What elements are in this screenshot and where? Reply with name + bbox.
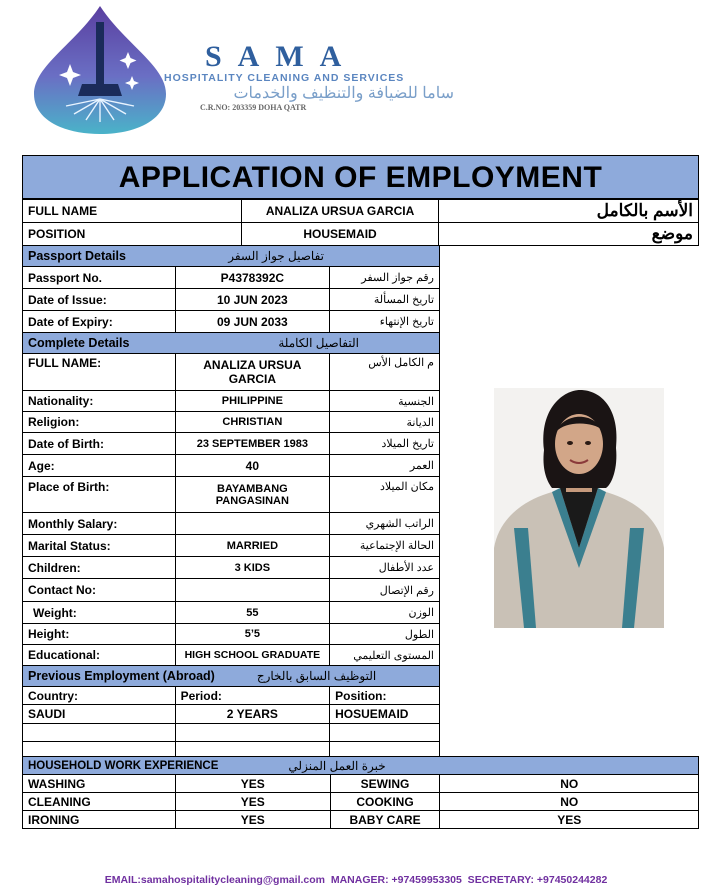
detail-row	[23, 311, 440, 333]
field-value: BAYAMBANG PANGASINAN	[175, 477, 330, 513]
field-label: Age:	[23, 455, 176, 477]
column-label: Country:	[23, 687, 176, 705]
column-label: Position:	[330, 687, 440, 705]
form-title: APPLICATION OF EMPLOYMENT	[22, 155, 699, 199]
skill-label: WASHING	[23, 775, 176, 793]
field-arabic-label: تاريخ المسألة	[330, 289, 440, 311]
detail-row	[23, 557, 440, 579]
detail-row	[23, 391, 440, 412]
field-arabic-label: الوزن	[330, 602, 440, 624]
field-label: Marital Status:	[23, 535, 176, 557]
details-table	[22, 245, 440, 761]
detail-row	[23, 535, 440, 557]
skill-label: SEWING	[330, 775, 440, 793]
field-value: PHILIPPINE	[175, 391, 330, 412]
contact-footer: EMAIL:samahospitalitycleaning@gmail.com MANAGER: +97459953305 SECRETARY: +97450244282	[104, 874, 608, 886]
employment-position: HOSUEMAID	[330, 705, 440, 724]
household-row	[23, 811, 699, 829]
complete-details-header	[23, 333, 440, 354]
field-value: HIGH SCHOOL GRADUATE	[175, 645, 330, 666]
household-table	[22, 756, 699, 829]
section-title: Previous Employment (Abroad)	[28, 669, 215, 683]
employment-position	[330, 724, 440, 742]
skill-value: YES	[175, 811, 330, 829]
detail-row	[23, 289, 440, 311]
skill-label: IRONING	[23, 811, 176, 829]
detail-row	[23, 579, 440, 602]
detail-row	[23, 624, 440, 645]
employment-period: 2 YEARS	[175, 705, 330, 724]
field-value: 3 KIDS	[175, 557, 330, 579]
section-title-arabic: تفاصيل جواز السفر	[228, 249, 324, 263]
field-label: Nationality:	[23, 391, 176, 412]
field-arabic-label: رقم الإتصال	[330, 579, 440, 602]
registration-number: C.R.NO: 203359 DOHA QATR	[200, 103, 307, 112]
section-title: Complete Details	[28, 336, 130, 350]
field-arabic-label: الأسم بالكامل	[439, 200, 699, 223]
section-title: HOUSEHOLD WORK EXPERIENCE	[28, 759, 219, 772]
field-arabic-label: الجنسية	[330, 391, 440, 412]
field-label: Children:	[23, 557, 176, 579]
field-arabic-label: العمر	[330, 455, 440, 477]
field-arabic-label: المستوى التعليمي	[330, 645, 440, 666]
field-label: Passport No.	[23, 267, 176, 289]
employment-column-labels	[23, 687, 440, 705]
skill-label: CLEANING	[23, 793, 176, 811]
position-row	[23, 223, 699, 246]
field-label: Date of Expiry:	[23, 311, 176, 333]
field-value: ANALIZA URSUA GARCIA	[241, 200, 439, 223]
detail-row	[23, 602, 440, 624]
skill-value: NO	[440, 793, 699, 811]
detail-row	[23, 412, 440, 433]
field-label: Place of Birth:	[23, 477, 176, 513]
field-value: 40	[175, 455, 330, 477]
field-value: CHRISTIAN	[175, 412, 330, 433]
employment-row	[23, 705, 440, 724]
field-label: Contact No:	[23, 579, 176, 602]
household-header	[23, 757, 699, 775]
field-arabic-label: الراتب الشهري	[330, 513, 440, 535]
field-label: FULL NAME:	[23, 354, 176, 391]
detail-row	[23, 513, 440, 535]
field-label: Height:	[23, 624, 176, 645]
detail-row	[23, 455, 440, 477]
field-value: 10 JUN 2023	[175, 289, 330, 311]
field-value: 55	[175, 602, 330, 624]
field-value: P4378392C	[175, 267, 330, 289]
skill-value: YES	[175, 775, 330, 793]
field-label: Weight:	[23, 602, 176, 624]
field-label: Religion:	[23, 412, 176, 433]
field-value: 23 SEPTEMBER 1983	[175, 433, 330, 455]
field-arabic-label: موضع	[439, 223, 699, 246]
section-title-arabic: التوظيف السابق بالخارج	[256, 669, 377, 683]
brand-subtitle: HOSPITALITY CLEANING AND SERVICES	[164, 72, 405, 84]
brand-arabic-name: ساما للضيافة والتنظيف والخدمات	[233, 85, 454, 102]
section-title-arabic: التفاصيل الكاملة	[278, 336, 359, 350]
field-arabic-label: الحالة الإجتماعية	[330, 535, 440, 557]
household-row	[23, 775, 699, 793]
brand-name: SAMA	[205, 40, 358, 73]
skill-label: BABY CARE	[330, 811, 440, 829]
field-label: FULL NAME	[23, 200, 242, 223]
field-arabic-label: م الكامل الأس	[330, 354, 440, 391]
skill-value: YES	[175, 793, 330, 811]
field-value: 09 JUN 2033	[175, 311, 330, 333]
field-arabic-label: رقم جواز السفر	[330, 267, 440, 289]
skill-label: COOKING	[330, 793, 440, 811]
applicant-photo	[494, 388, 664, 628]
field-label: Date of Birth:	[23, 433, 176, 455]
detail-row	[23, 267, 440, 289]
field-arabic-label: الطول	[330, 624, 440, 645]
skill-value: YES	[440, 811, 699, 829]
household-row	[23, 793, 699, 811]
field-label: Date of Issue:	[23, 289, 176, 311]
employment-period	[175, 724, 330, 742]
top-info-table	[22, 199, 699, 246]
company-logo	[30, 4, 170, 136]
field-label: POSITION	[23, 223, 242, 246]
full-name-row	[23, 200, 699, 223]
detail-row	[23, 433, 440, 455]
section-title: Passport Details	[28, 249, 126, 263]
field-value: MARRIED	[175, 535, 330, 557]
detail-row	[23, 477, 440, 513]
skill-value: NO	[440, 775, 699, 793]
field-label: Educational:	[23, 645, 176, 666]
field-value	[175, 513, 330, 535]
field-value: HOUSEMAID	[241, 223, 439, 246]
field-value	[175, 579, 330, 602]
employment-row	[23, 724, 440, 742]
employment-country: SAUDI	[23, 705, 176, 724]
section-title-arabic: خبرة العمل المنزلي	[288, 758, 386, 773]
field-value: 5’5	[175, 624, 330, 645]
field-arabic-label: تاريخ الإنتهاء	[330, 311, 440, 333]
passport-header	[23, 246, 440, 267]
field-value: ANALIZA URSUA GARCIA	[175, 354, 330, 391]
field-arabic-label: مكان الميلاد	[330, 477, 440, 513]
field-label: Monthly Salary:	[23, 513, 176, 535]
previous-employment-header	[23, 666, 440, 687]
detail-row	[23, 354, 440, 391]
field-arabic-label: الديانة	[330, 412, 440, 433]
field-arabic-label: عدد الأطفال	[330, 557, 440, 579]
detail-row	[23, 645, 440, 666]
column-label: Period:	[175, 687, 330, 705]
employment-country	[23, 724, 176, 742]
field-arabic-label: تاريخ الميلاد	[330, 433, 440, 455]
